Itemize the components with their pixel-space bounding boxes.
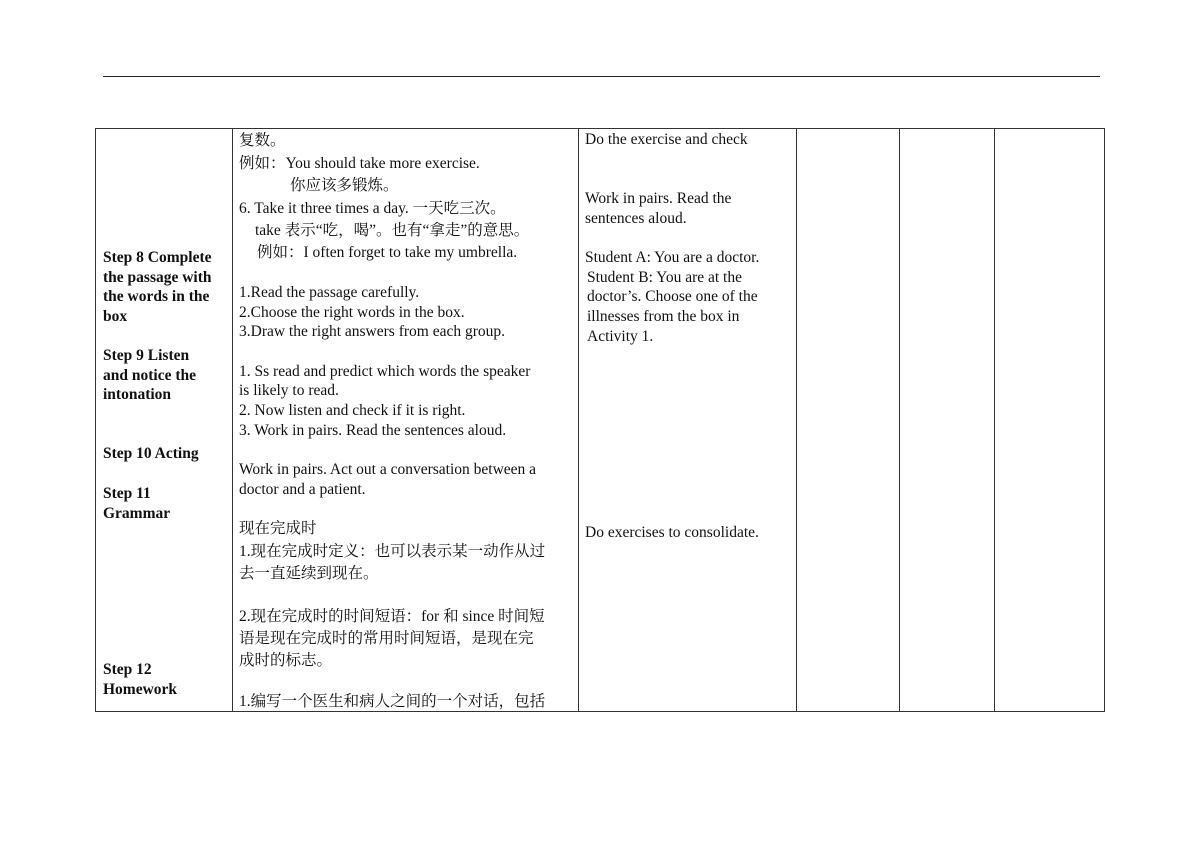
procedure-line: 3. Work in pairs. Read the sentences aloud. <box>239 422 507 439</box>
procedure-line: 去一直延续到现在。 <box>239 565 379 582</box>
procedure-line: 成时的标志。 <box>239 652 333 669</box>
steps-column <box>96 129 233 711</box>
procedure-line: 语是现在完成时的常用时间短语，是现在完 <box>239 630 534 647</box>
step-8-line-1: Step 8 Complete <box>103 249 212 266</box>
activity-line: Do exercises to consolidate. <box>585 524 759 541</box>
step-12-line-1: Step 12 <box>103 661 152 678</box>
procedure-column <box>233 129 579 711</box>
procedure-line: is likely to read. <box>239 382 339 399</box>
procedure-line: 例如：I often forget to take my umbrella. <box>257 244 518 261</box>
procedure-line: doctor and a patient. <box>239 481 366 498</box>
procedure-line: 例如：You should take more exercise. <box>239 155 480 172</box>
empty-column-6 <box>995 129 1105 711</box>
step-12-line-2: Homework <box>103 681 178 698</box>
procedure-line: 复数。 <box>239 132 286 149</box>
step-11-line-1: Step 11 <box>103 485 151 502</box>
step-8-line-2: the passage with <box>103 269 212 286</box>
step-8-line-4: box <box>103 308 128 325</box>
activity-line: Activity 1. <box>587 328 654 345</box>
lesson-plan-table <box>95 128 1105 712</box>
procedure-line: 1.编写一个医生和病人之间的一个对话，包括 <box>239 693 546 710</box>
procedure-line: 1.Read the passage carefully. <box>239 284 420 301</box>
activity-line: Work in pairs. Read the <box>585 190 732 207</box>
procedure-line: 6. Take it three times a day. 一天吃三次。 <box>239 200 506 217</box>
procedure-line: 3.Draw the right answers from each group. <box>239 323 505 340</box>
procedure-line: 你应该多锻炼。 <box>290 177 399 194</box>
procedure-line: Work in pairs. Act out a conversation between a <box>239 461 537 478</box>
procedure-line: 1. Ss read and predict which words the speaker <box>239 363 531 380</box>
header-rule <box>103 76 1100 77</box>
procedure-line: 2.Choose the right words in the box. <box>239 304 465 321</box>
step-8-line-3: the words in the <box>103 288 210 305</box>
step-9-line-1: Step 9 Listen <box>103 347 190 364</box>
step-11-line-2: Grammar <box>103 505 171 522</box>
empty-column-4 <box>797 129 900 711</box>
procedure-line: 2. Now listen and check if it is right. <box>239 402 466 419</box>
activity-line: Student A: You are a doctor. <box>585 249 760 266</box>
activity-line: sentences aloud. <box>585 210 687 227</box>
procedure-line: 现在完成时 <box>239 520 317 537</box>
procedure-line: take 表示“吃，喝”。也有“拿走”的意思。 <box>255 222 530 239</box>
activity-line: Do the exercise and check <box>585 131 748 148</box>
activities-column <box>579 129 797 711</box>
activity-line: illnesses from the box in <box>587 308 740 325</box>
step-9-line-2: and notice the <box>103 367 196 384</box>
step-9-line-3: intonation <box>103 386 172 403</box>
procedure-line: 1.现在完成时定义：也可以表示某一动作从过 <box>239 543 546 560</box>
procedure-line: 2.现在完成时的时间短语：for 和 since 时间短 <box>239 608 545 625</box>
step-10: Step 10 Acting <box>103 445 199 462</box>
empty-column-5 <box>900 129 995 711</box>
activity-line: Student B: You are at the <box>587 269 742 286</box>
activity-line: doctor’s. Choose one of the <box>587 288 758 305</box>
